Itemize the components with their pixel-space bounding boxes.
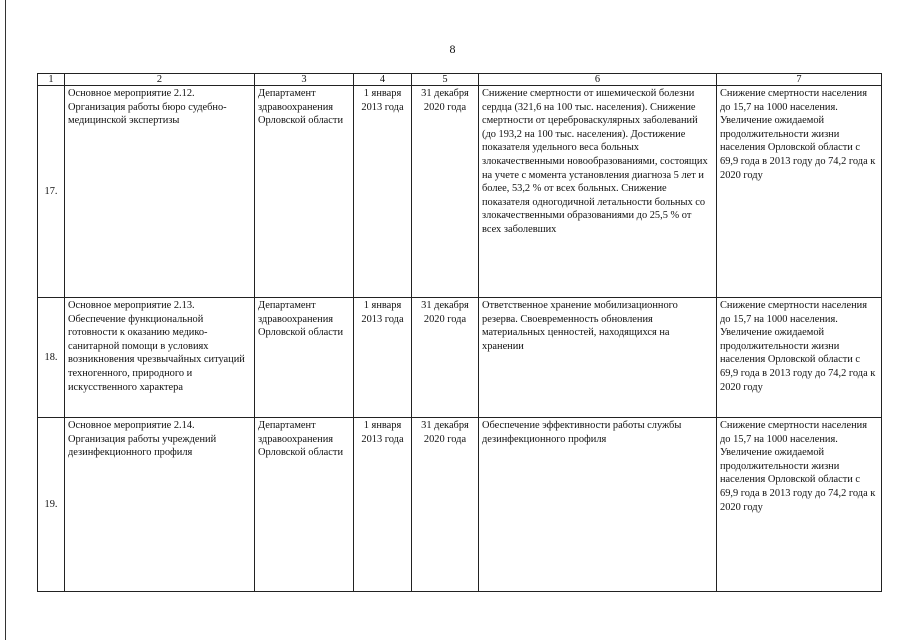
executor-cell: Департамент здравоохранения Орловской области: [255, 418, 354, 592]
measure-cell: Основное мероприятие 2.12. Организация работы бюро судебно-медицинской экспертизы: [65, 86, 255, 298]
result-cell: Обеспечение эффективности работы службы дезинфекционного профиля: [479, 418, 717, 592]
result-cell: Снижение смертности от ишемической болезни сердца (321,6 на 100 тыс. населения). Снижение смертности от цереброваскулярных заболеваний (до 193,2 на 100 тыс. населения). Достижение показателя удельного веса больных злокачественными новообразованиями, состоящих на учете с момента установления диагноза 5 лет и более, 53,2 % от всех больных. Снижение показателя одногодичной летальности больных со злокачественными образованиями до 25,5 % от всех заболевших: [479, 86, 717, 298]
indicator-link-cell: Снижение смертности населения до 15,7 на 1000 населения. Увеличение ожидаемой продолжительности жизни населения Орловской области с 69,9 года в 2013 году до 74,2 года к 2020 году: [717, 86, 882, 298]
row-number: 17.: [38, 86, 65, 298]
measure-cell: Основное мероприятие 2.13. Обеспечение функциональной готовности к оказанию медико-санитарной помощи в условиях возникновения чрезвычайных ситуаций техногенного, природного и искусственного характера: [65, 298, 255, 418]
start-date-cell: 1 января 2013 года: [354, 418, 412, 592]
measures-table: [37, 73, 882, 592]
measure-cell: Основное мероприятие 2.14. Организация работы учреждений дезинфекционного профиля: [65, 418, 255, 592]
start-date-cell: 1 января 2013 года: [354, 86, 412, 298]
header-row: [38, 74, 882, 86]
row-number: 18.: [38, 298, 65, 418]
table-row: [38, 418, 882, 592]
row-number: 19.: [38, 418, 65, 592]
start-date-cell: 1 января 2013 года: [354, 298, 412, 418]
end-date-cell: 31 декабря 2020 года: [412, 86, 479, 298]
table-row: [38, 86, 882, 298]
page-number: 8: [449, 42, 456, 56]
header-cell: 1: [38, 74, 65, 86]
header-cell: 4: [354, 74, 412, 86]
header-cell: 2: [65, 74, 255, 86]
executor-cell: Департамент здравоохранения Орловской области: [255, 86, 354, 298]
header-cell: 5: [412, 74, 479, 86]
header-cell: 3: [255, 74, 354, 86]
indicator-link-cell: Снижение смертности населения до 15,7 на 1000 населения. Увеличение ожидаемой продолжительности жизни населения Орловской области с 69,9 года в 2013 году до 74,2 года к 2020 году: [717, 418, 882, 592]
left-margin-line: [5, 0, 6, 640]
end-date-cell: 31 декабря 2020 года: [412, 418, 479, 592]
end-date-cell: 31 декабря 2020 года: [412, 298, 479, 418]
executor-cell: Департамент здравоохранения Орловской области: [255, 298, 354, 418]
header-cell: 7: [717, 74, 882, 86]
result-cell: Ответственное хранение мобилизационного резерва. Своевременность обновления материальных ценностей, находящихся на хранении: [479, 298, 717, 418]
indicator-link-cell: Снижение смертности населения до 15,7 на 1000 населения. Увеличение ожидаемой продолжительности жизни населения Орловской области с 69,9 года в 2013 году до 74,2 года к 2020 году: [717, 298, 882, 418]
table-row: [38, 298, 882, 418]
header-cell: 6: [479, 74, 717, 86]
